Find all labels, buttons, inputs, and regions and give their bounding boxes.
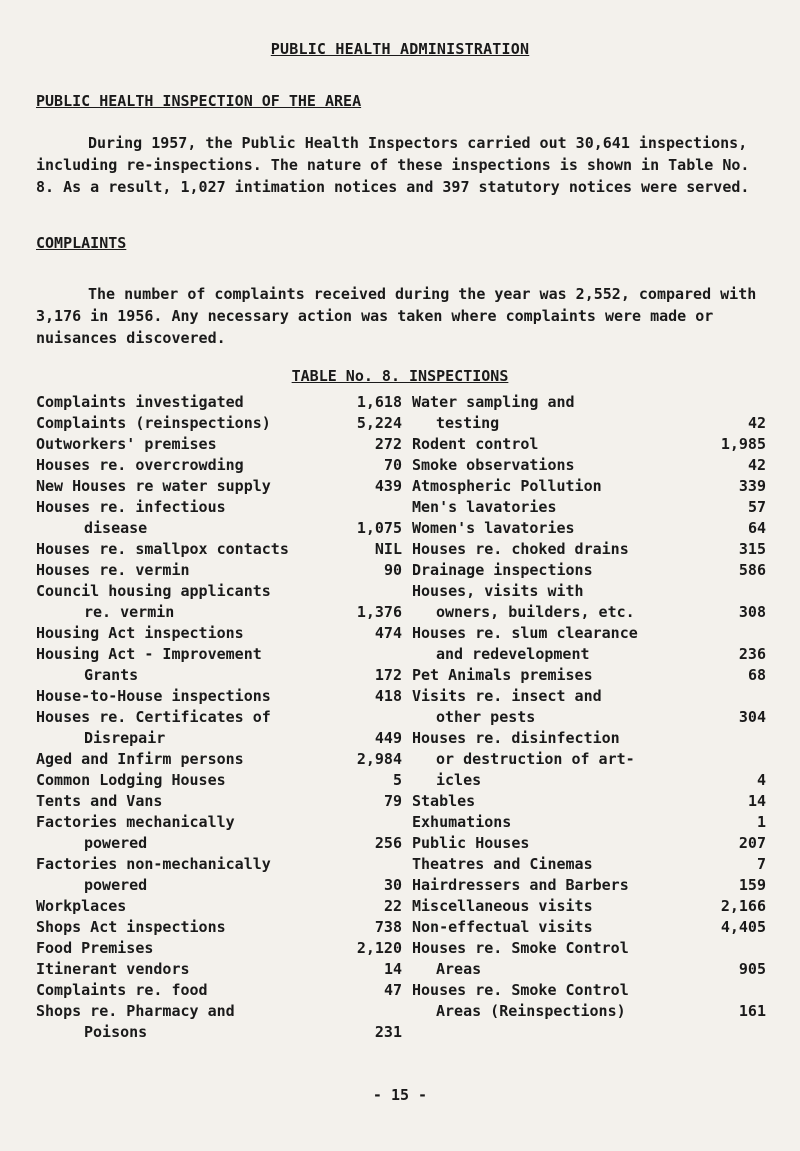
table-row-label	[412, 980, 629, 1022]
table-row-label	[36, 770, 226, 791]
table-row-label	[412, 581, 635, 623]
table-row-label-line: Common Lodging Houses	[36, 771, 226, 789]
table-row-label-line: Houses re. overcrowding	[36, 456, 244, 474]
table-row-label-line: testing	[436, 414, 500, 432]
table-row-label-line: other pests	[436, 708, 536, 726]
table-row-value: 42	[747, 456, 766, 474]
table-row-label-line: Housing Act inspections	[36, 624, 244, 642]
table-row-value: 172	[374, 666, 402, 684]
table-row	[412, 518, 766, 539]
paragraph-inspection	[36, 132, 766, 198]
table-row-label-line: Pet Animals premises	[412, 666, 593, 684]
table-row-label	[412, 791, 475, 812]
table-row-label	[36, 980, 208, 1001]
table-row-value: 68	[747, 666, 766, 684]
table-row-value: 2,984	[356, 750, 402, 768]
table-row-label	[412, 518, 575, 539]
table-row-label-line: Smoke observations	[412, 456, 575, 474]
table-row-value: 5,224	[356, 414, 402, 432]
page-number: - 15 -	[372, 1086, 428, 1104]
table-row	[36, 392, 402, 413]
table-row-value: 4	[756, 771, 766, 789]
table-row-value: 1,985	[720, 435, 766, 453]
table-row-label	[36, 812, 235, 854]
table-row-value: 339	[738, 477, 766, 495]
table-row-label	[36, 539, 289, 560]
table-row-label-line: Areas	[436, 960, 482, 978]
section-heading-inspection: PUBLIC HEALTH INSPECTION OF THE AREA	[36, 92, 362, 110]
table-row-value: 90	[383, 561, 402, 579]
table-row-label-line: icles	[436, 771, 482, 789]
table-row	[412, 686, 766, 728]
table-row-label-line: Factories non-mechanically	[36, 855, 271, 873]
table-row-label-line: Tents and Vans	[36, 792, 163, 810]
table-row	[36, 980, 402, 1001]
table-row-value: 22	[383, 897, 402, 915]
table-row-label	[412, 812, 511, 833]
table-row-value: 47	[383, 981, 402, 999]
table-row-label	[36, 560, 190, 581]
table-row-label	[412, 854, 593, 875]
table-row	[36, 749, 402, 770]
table-row-label	[412, 938, 629, 980]
table-row-label-line: Council housing applicants	[36, 582, 271, 600]
table-row-label-line: disease	[84, 519, 148, 537]
table-row-label	[36, 749, 244, 770]
table-row-label-line: or destruction of art-	[436, 750, 635, 768]
table-row-value: 2,166	[720, 897, 766, 915]
table-row-label-line: Non-effectual visits	[412, 918, 593, 936]
table-row-label-line: Atmospheric Pollution	[412, 477, 602, 495]
table-row-label	[36, 1001, 235, 1043]
table-row	[412, 791, 766, 812]
table-row-label-line: Itinerant vendors	[36, 960, 190, 978]
table-row-label	[412, 728, 635, 791]
page-title: PUBLIC HEALTH ADMINISTRATION	[270, 40, 530, 58]
table-row-label-line: Food Premises	[36, 939, 154, 957]
table-row-label	[412, 665, 593, 686]
table-row	[412, 980, 766, 1022]
table-row	[36, 917, 402, 938]
table-row-label	[412, 896, 593, 917]
table-row	[412, 854, 766, 875]
table-row-label-line: Workplaces	[36, 897, 127, 915]
table-row-label-line: House-to-House inspections	[36, 687, 271, 705]
table-row-label-line: Houses re. infectious	[36, 498, 226, 516]
table-row-label-line: New Houses re water supply	[36, 477, 271, 495]
table-row	[412, 665, 766, 686]
table-row-label-line: Housing Act - Improvement	[36, 645, 262, 663]
table-row-label	[36, 917, 226, 938]
table-row-value: 64	[747, 519, 766, 537]
table-row	[36, 560, 402, 581]
table-row-value: 231	[374, 1023, 402, 1041]
table-row-label	[36, 392, 244, 413]
table-row-label-line: Drainage inspections	[412, 561, 593, 579]
table-left-column	[36, 392, 402, 1043]
table-row	[412, 833, 766, 854]
table-row-value: NIL	[374, 540, 402, 558]
table-row-label-line: Houses re. slum clearance	[412, 624, 638, 642]
table-row-value: 272	[374, 435, 402, 453]
table-row-label-line: powered	[84, 876, 148, 894]
table-row-value: 5	[392, 771, 402, 789]
table-row-label	[412, 875, 629, 896]
table-row-label-line: Rodent control	[412, 435, 539, 453]
table-row-label-line: Factories mechanically	[36, 813, 235, 831]
table-row-label-line: Houses re. Certificates of	[36, 708, 271, 726]
table-row-label	[36, 938, 153, 959]
table-row-label-line: Houses re. smallpox contacts	[36, 540, 289, 558]
table-row	[412, 875, 766, 896]
table-row	[412, 497, 766, 518]
table-row-label-line: Houses re. disinfection	[412, 729, 620, 747]
table-row-label-line: Aged and Infirm persons	[36, 750, 244, 768]
table-row	[412, 938, 766, 980]
table-row-value: 418	[374, 687, 402, 705]
table-row-value: 449	[374, 729, 402, 747]
table-row-label	[412, 455, 575, 476]
table-row-label-line: Public Houses	[412, 834, 530, 852]
table-row-label	[36, 455, 244, 476]
table-row-label-line: Houses, visits with	[412, 582, 584, 600]
table-row-label-line: Miscellaneous visits	[412, 897, 593, 915]
table-row	[412, 455, 766, 476]
table-row	[36, 812, 402, 854]
table-row-label-line: re. vermin	[84, 603, 175, 621]
table-row-label	[36, 644, 262, 686]
table-row	[412, 896, 766, 917]
table-row-label-line: Water sampling and	[412, 393, 575, 411]
table-row-label	[412, 392, 575, 434]
table-row	[36, 539, 402, 560]
table-row-value: 207	[738, 834, 766, 852]
table-row-value: 57	[747, 498, 766, 516]
table-row-value: 70	[383, 456, 402, 474]
table-row-value: 586	[738, 561, 766, 579]
table-row	[36, 1001, 402, 1043]
table-row	[36, 413, 402, 434]
table-row	[412, 728, 766, 791]
table-row-label	[412, 476, 602, 497]
table-row	[36, 497, 402, 539]
table-row-label-line: Shops Act inspections	[36, 918, 226, 936]
table-row-label	[412, 686, 602, 728]
table-row	[412, 812, 766, 833]
table-row-label-line: Visits re. insect and	[412, 687, 602, 705]
table-row-label	[412, 497, 557, 518]
table-row	[36, 854, 402, 896]
table-row-label	[36, 623, 244, 644]
table-row-label	[36, 707, 271, 749]
table-row-label-line: Houses re. Smoke Control	[412, 939, 629, 957]
table-row-label-line: Houses re. choked drains	[412, 540, 629, 558]
table-row-label-line: Poisons	[84, 1023, 148, 1041]
table-row	[36, 896, 402, 917]
table-row-label	[36, 959, 190, 980]
table-row	[36, 623, 402, 644]
paragraph-inspection-text: During 1957, the Public Health Inspectors carried out 30,641 inspections, including re-inspections. The nature of these inspections is shown in Table No. 8. As a result, 1,027 intimation notices and 397 statutory notices were served.	[36, 134, 750, 196]
table-row	[36, 476, 402, 497]
table-row	[36, 686, 402, 707]
table-row-label-line: Exhumations	[412, 813, 512, 831]
table-title: TABLE No. 8. INSPECTIONS	[291, 367, 509, 385]
table-row	[36, 434, 402, 455]
table-row-value: 256	[374, 834, 402, 852]
table-right-column	[412, 392, 766, 1022]
paragraph-complaints-text: The number of complaints received during the year was 2,552, compared with 3,176 in 1956. Any necessary action was taken where complaints were made or nuisances discovered.	[36, 285, 757, 347]
table-row-label	[36, 581, 271, 623]
table-row-value: 1	[756, 813, 766, 831]
table-row-label-line: Theatres and Cinemas	[412, 855, 593, 873]
table-row	[36, 959, 402, 980]
table-row-label	[36, 686, 271, 707]
table-row	[36, 707, 402, 749]
table-row-label-line: Houses re. Smoke Control	[412, 981, 629, 999]
table-row-value: 159	[738, 876, 766, 894]
table-row-label	[36, 854, 271, 896]
table-row-label-line: owners, builders, etc.	[436, 603, 635, 621]
table-row	[412, 623, 766, 665]
table-row-label-line: Areas (Reinspections)	[436, 1002, 626, 1020]
table-row-value: 161	[738, 1002, 766, 1020]
table-row-label-line: Houses re. vermin	[36, 561, 190, 579]
table-row	[36, 581, 402, 623]
table-row	[412, 476, 766, 497]
table-row-value: 304	[738, 708, 766, 726]
table-row	[36, 455, 402, 476]
paragraph-complaints	[36, 283, 766, 349]
table-row-label	[412, 560, 593, 581]
table-row-label-line: Complaints re. food	[36, 981, 208, 999]
table-row-label-line: Stables	[412, 792, 476, 810]
table-row-label	[412, 917, 593, 938]
table-row	[36, 938, 402, 959]
table-row-value: 439	[374, 477, 402, 495]
table-row-label	[412, 434, 538, 455]
table-row	[412, 539, 766, 560]
table-row-value: 236	[738, 645, 766, 663]
table-row-label	[36, 413, 271, 434]
table-row-value: 1,075	[356, 519, 402, 537]
table-row-value: 79	[383, 792, 402, 810]
table-row-label-line: Disrepair	[84, 729, 166, 747]
table-row-value: 1,618	[356, 393, 402, 411]
table-row-label-line: Men's lavatories	[412, 498, 557, 516]
table-row-label-line: Women's lavatories	[412, 519, 575, 537]
table-row-value: 308	[738, 603, 766, 621]
table-row-label-line: Grants	[84, 666, 139, 684]
table-row-value: 30	[383, 876, 402, 894]
table-row-label	[412, 833, 529, 854]
table-row-label	[36, 896, 126, 917]
table-row-value: 2,120	[356, 939, 402, 957]
table-row	[412, 581, 766, 623]
table-row-label	[36, 791, 162, 812]
table-row-label	[36, 434, 217, 455]
table-row	[36, 770, 402, 791]
section-heading-complaints: COMPLAINTS	[36, 234, 127, 252]
table-row-label-line: Complaints (reinspections)	[36, 414, 271, 432]
table-row-value: 14	[383, 960, 402, 978]
table-row	[412, 392, 766, 434]
table-row-label-line: Shops re. Pharmacy and	[36, 1002, 235, 1020]
table-row	[412, 434, 766, 455]
table-row-label	[36, 476, 271, 497]
table-row-value: 315	[738, 540, 766, 558]
table-row-value: 42	[747, 414, 766, 432]
table-row-label-line: powered	[84, 834, 148, 852]
table-row	[412, 917, 766, 938]
table-row	[412, 560, 766, 581]
table-row-value: 7	[756, 855, 766, 873]
table-row	[36, 644, 402, 686]
table-row-value: 1,376	[356, 603, 402, 621]
table-row-label-line: Hairdressers and Barbers	[412, 876, 629, 894]
table-row	[36, 791, 402, 812]
table-row-value: 738	[374, 918, 402, 936]
table-row-label-line: Outworkers' premises	[36, 435, 217, 453]
table-row-label	[412, 539, 629, 560]
table-row-value: 905	[738, 960, 766, 978]
table-row-label	[412, 623, 638, 665]
table-row-value: 14	[747, 792, 766, 810]
table-row-label-line: and redevelopment	[436, 645, 590, 663]
table-row-label-line: Complaints investigated	[36, 393, 244, 411]
table-row-label	[36, 497, 226, 539]
table-row-value: 474	[374, 624, 402, 642]
table-row-value: 4,405	[720, 918, 766, 936]
